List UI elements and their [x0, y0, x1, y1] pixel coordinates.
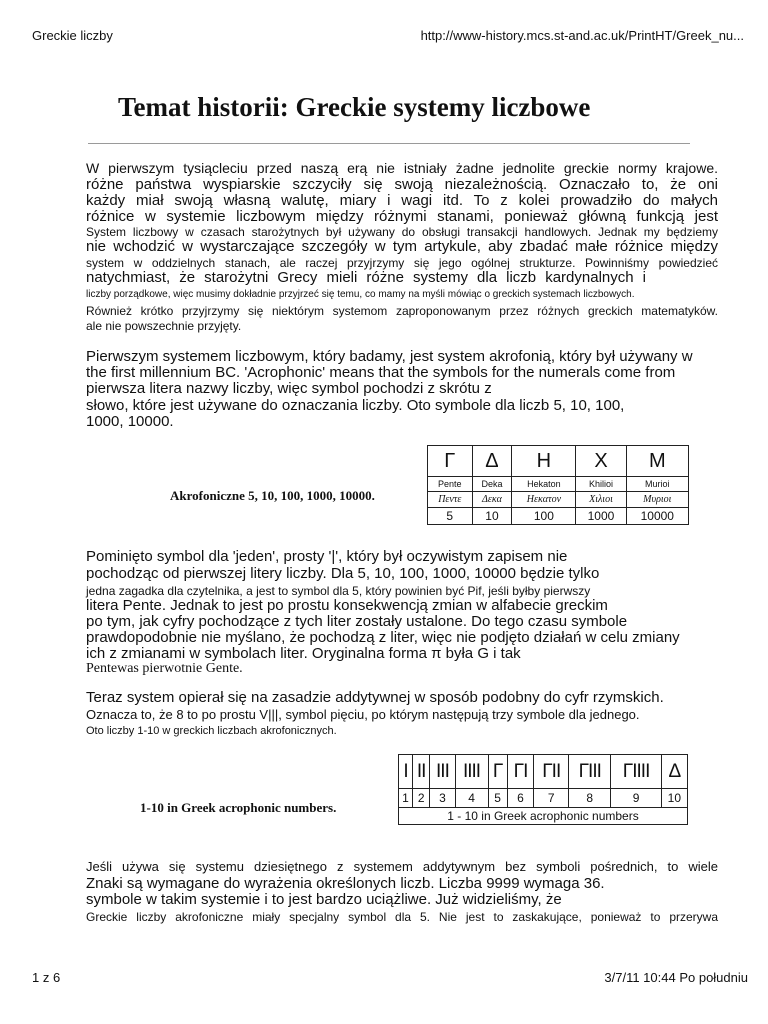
para2-line: Pierwszym systemem liczbowym, który badamy, jest system akrofonią, który był używany w	[86, 348, 693, 365]
para1-line: Również krótko przyjrzymy się niektórym systemom zaproponowanym przez różnych greckich matematyków.	[86, 304, 718, 318]
para1-line: różnice w systemie liczbowym między różnymi stanami, ponieważ główną funkcją jest	[86, 208, 718, 225]
header-title: Greckie liczby	[32, 28, 113, 43]
symbol-cell: II	[412, 755, 429, 789]
value-cell: 9	[611, 789, 661, 808]
name-cell: Deka	[472, 477, 512, 492]
value-cell: 6	[507, 789, 534, 808]
value-cell: 1	[399, 789, 413, 808]
para1-line: liczby porządkowe, więc musimy dokładnie przyjrzeć się temu, co mamy na myśli mówiąc o greckich systemach liczbowych.	[86, 289, 635, 300]
value-cell: 5	[428, 508, 473, 525]
page-number: 1 z 6	[32, 970, 61, 985]
value-cell: 10000	[626, 508, 688, 525]
value-cell: 2	[412, 789, 429, 808]
symbol-cell: Δ	[472, 446, 512, 477]
name-cell: Khilioi	[576, 477, 626, 492]
para5-line: Jeśli używa się systemu dziesiętnego z systemem addytywnym bez symboli pośrednich, to wiele	[86, 859, 718, 874]
para1-line: różne państwa wyspiarskie szczyciły się swoją niezależnością. Oznaczało to, że oni	[86, 176, 718, 193]
header-url: http://www-history.mcs.st-and.ac.uk/PrintHT/Greek_nu...	[420, 28, 744, 43]
name-cell: Hekaton	[512, 477, 576, 492]
para3-line: Pominięto symbol dla 'jeden', prosty '|', który był oczywistym zapisem nie	[86, 548, 568, 565]
name-cell: Pente	[428, 477, 473, 492]
para2-line: słowo, które jest używane do oznaczania liczby. Oto symbole dla liczb 5, 10, 100,	[86, 397, 625, 414]
para4-line: Oznacza to, że 8 to po prostu V|||, symbol pięciu, po którym następują trzy symbole dla jednego.	[86, 707, 640, 722]
table1-caption: Akrofoniczne 5, 10, 100, 1000, 10000.	[170, 488, 375, 503]
symbol-cell: I	[399, 755, 413, 789]
print-timestamp: 3/7/11 10:44 Po południu	[604, 970, 748, 985]
value-cell: 7	[534, 789, 569, 808]
para3-line: ich z zmianami w symbolach liter. Oryginalna forma π była G i tak	[86, 645, 521, 662]
para5-line: symbole w takim systemie i to jest bardzo uciążliwe. Już widzieliśmy, że	[86, 891, 562, 908]
acrophonic-1-10-table	[398, 754, 688, 825]
value-cell: 1000	[576, 508, 626, 525]
para1-line: każdy miał swoją własną walutę, miary i wagi itd. To z kolei prowadziło do małych	[86, 192, 718, 209]
value-cell: 4	[455, 789, 488, 808]
para3-line: jedna zagadka dla czytelnika, a jest to symbol dla 5, który powinien być Pif, jeśli byłby pierwszy	[86, 584, 591, 598]
para3-line: litera Pente. Jednak to jest po prostu konsekwencją zmian w alfabecie greckim	[86, 597, 608, 614]
para5-line: Znaki są wymagane do wyrażenia określonych liczb. Liczba 9999 wymaga 36.	[86, 875, 605, 892]
para4-line: Teraz system opierał się na zasadzie addytywnej w sposób podobny do cyfr rzymskich.	[86, 689, 664, 706]
table2-inner-caption: 1 - 10 in Greek acrophonic numbers	[399, 808, 688, 825]
para3-line: pochodząc od pierwszej litery liczby. Dla 5, 10, 100, 1000, 10000 będzie tylko	[86, 565, 600, 582]
para3-line: Pentewas pierwotnie Gente.	[86, 661, 243, 676]
value-cell: 100	[512, 508, 576, 525]
para4-line: Oto liczby 1-10 w greckich liczbach akrofonicznych.	[86, 725, 337, 737]
greek-name-cell: Ηεκατον	[512, 492, 576, 508]
symbol-cell: IIII	[455, 755, 488, 789]
para5-line: Greckie liczby akrofoniczne miały specjalny symbol dla 5. Nie jest to zaskakujące, ponieważ to przerywa	[86, 910, 718, 924]
symbol-cell: Γ	[488, 755, 507, 789]
page-title: Temat historii: Greckie systemy liczbowe	[118, 92, 591, 122]
para2-line: pierwsza litera nazwy liczby, więc symbol pochodzi z skrótu z	[86, 380, 492, 397]
value-cell: 10	[472, 508, 512, 525]
para1-line: nie wchodzić w wystarczające szczegóły w tym artykule, aby zbadać małe różnice między	[86, 238, 718, 255]
para1-line: System liczbowy w czasach starożytnych był używany do obsługi transakcji handlowych. Jednak my będziemy	[86, 225, 718, 239]
greek-name-cell: Μυριοι	[626, 492, 688, 508]
symbol-cell: ΓIIII	[611, 755, 661, 789]
symbol-cell: ΓIII	[569, 755, 611, 789]
table2-caption: 1-10 in Greek acrophonic numbers.	[140, 800, 337, 815]
greek-name-cell: Πεντε	[428, 492, 473, 508]
name-cell: Murioi	[626, 477, 688, 492]
symbol-cell: M	[626, 446, 688, 477]
para3-line: po tym, jak cyfry pochodzące z tych liter zostały ustalone. Do tego czasu symbole	[86, 613, 628, 630]
greek-name-cell: Χιλιοι	[576, 492, 626, 508]
para3-line: prawdopodobnie nie myślano, że pochodzą z liter, więc nie podjęto działań w celu zmiany	[86, 629, 680, 646]
value-cell: 5	[488, 789, 507, 808]
greek-name-cell: Δεκα	[472, 492, 512, 508]
symbol-cell: ΓII	[534, 755, 569, 789]
symbol-cell: X	[576, 446, 626, 477]
symbol-cell: ΓI	[507, 755, 534, 789]
value-cell: 3	[430, 789, 455, 808]
value-cell: 8	[569, 789, 611, 808]
symbol-cell: Γ	[428, 446, 473, 477]
symbol-cell: III	[430, 755, 455, 789]
title-divider	[88, 143, 690, 144]
para1-line: W pierwszym tysiącleciu przed naszą erą nie istniały żadne jednolite greckie normy krajowe.	[86, 160, 718, 176]
para1-line: ale nie powszechnie przyjęty.	[86, 319, 242, 333]
para2-line: the first millennium BC. 'Acrophonic' means that the symbols for the numerals come from	[86, 364, 676, 381]
value-cell: 10	[661, 789, 687, 808]
symbol-cell: Δ	[661, 755, 687, 789]
para2-line: 1000, 10000.	[86, 413, 174, 430]
para1-line: natychmiast, że starożytni Grecy mieli różne systemy dla liczb kardynalnych i	[86, 269, 646, 286]
para1-line: system w oddzielnych stanach, ale raczej przyjrzymy się jego ogólnej strukturze. Powinniśmy powiedzieć	[86, 256, 718, 270]
symbol-cell: H	[512, 446, 576, 477]
acrophonic-symbols-table	[427, 445, 689, 525]
